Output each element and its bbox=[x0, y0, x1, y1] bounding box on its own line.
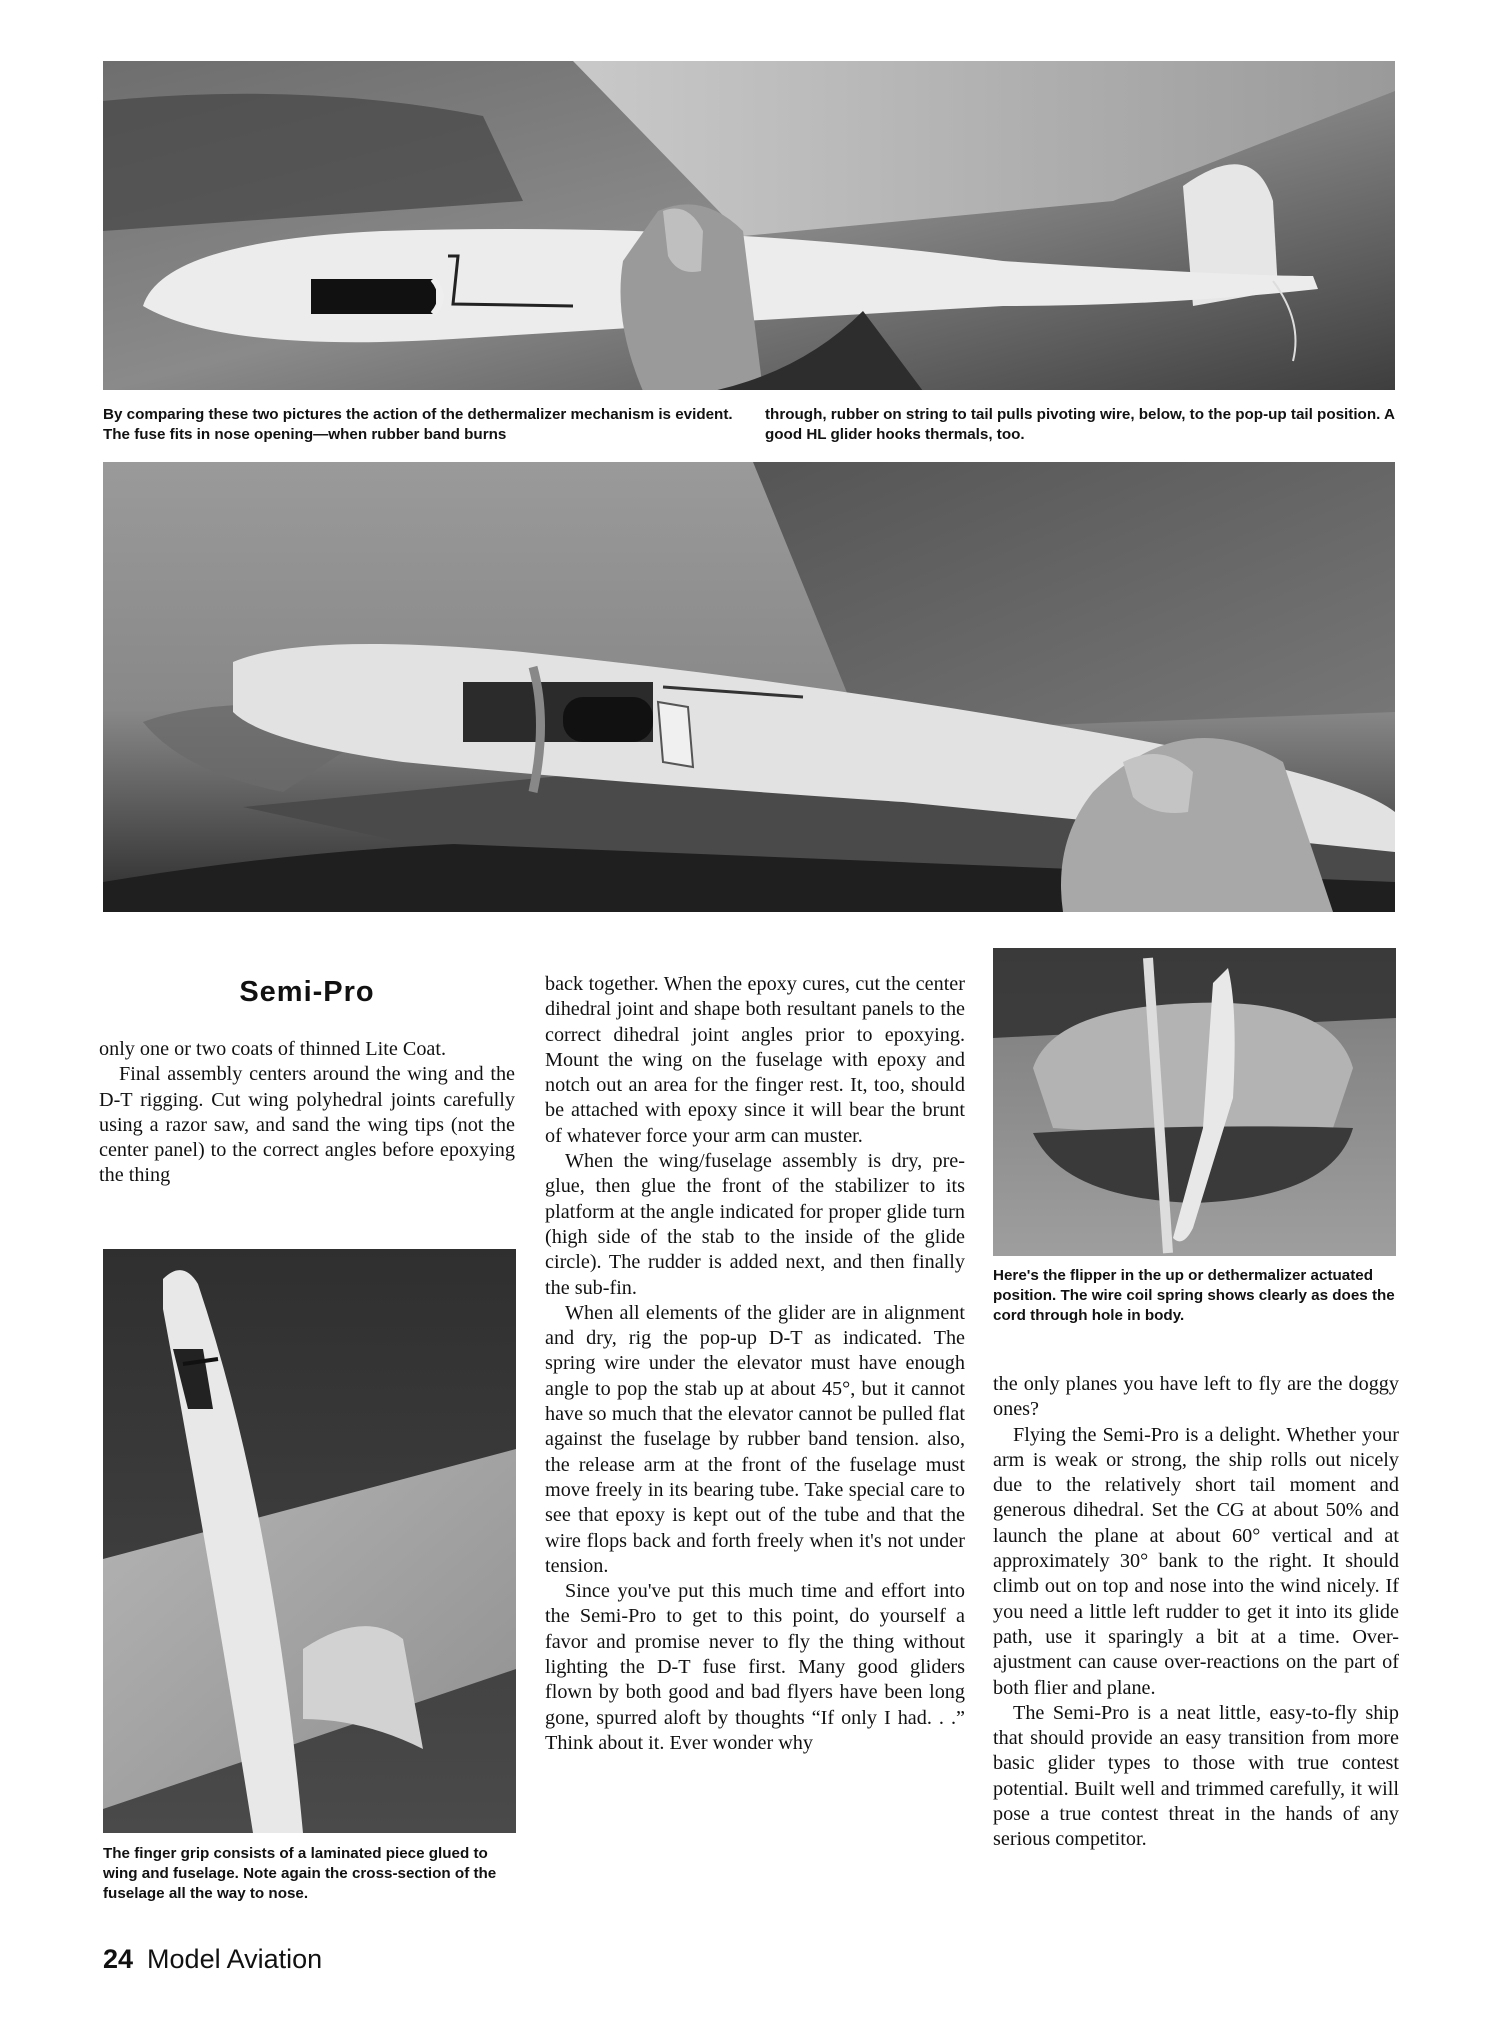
flipper-photo-image bbox=[993, 948, 1396, 1256]
paragraph: Final assembly centers around the wing and the D-T rigging. Cut wing polyhedral joints carefully using a razor saw, and sand the wing tips (not the center panel) to the correct angles before epoxying the thing bbox=[99, 1063, 515, 1187]
paragraph: Since you've put this much time and effort into the Semi-Pro to get to this point, do yourself a favor and promise never to fly the thing without lighting the D-T fuse first. Many good gliders flown by both good and bad flyers have been long gone, spurred aloft by thoughts “If only I had. . .” Think about it. Ever wonder why bbox=[545, 1580, 965, 1754]
glider-photo-top bbox=[103, 61, 1395, 390]
finger-grip-photo bbox=[103, 1249, 516, 1833]
article-column-2 bbox=[545, 972, 965, 1756]
magazine-title: Model Aviation bbox=[147, 1944, 323, 1974]
glider-photo-middle bbox=[103, 462, 1395, 912]
paragraph: the only planes you have left to fly are the doggy ones? bbox=[993, 1373, 1399, 1421]
glider-photo-top-image bbox=[103, 61, 1395, 390]
finger-grip-photo-image bbox=[103, 1249, 516, 1833]
paragraph: The Semi-Pro is a neat little, easy-to-fly ship that should provide an easy transition from more basic glider types to those with true contest potential. Built well and trimmed carefully, it will pose a true contest threat in the hands of any serious competitor. bbox=[993, 1701, 1399, 1851]
caption-top-left: By comparing these two pictures the action of the dethermalizer mechanism is evident. The fuse fits in nose opening—when rubber band burns bbox=[103, 406, 733, 443]
paragraph: only one or two coats of thinned Lite Coat. bbox=[99, 1038, 447, 1060]
paragraph: Flying the Semi-Pro is a delight. Whether your arm is weak or strong, the ship rolls out nicely due to the relatively short tail moment and generous dihedral. Set the CG at about 50% and launch the plane at about 60° vertical and at approximately 30° bank to the right. It should climb out on top and nose into the wind nicely. If you need a little left rudder to get it into its glide path, use it sparingly a bit at a time. Over-ajustment can cause over-reactions on the part of both flier and plane. bbox=[993, 1423, 1399, 1699]
page-number: 24 bbox=[103, 1944, 134, 1974]
page-footer bbox=[103, 1944, 322, 1975]
caption-flipper: Here's the flipper in the up or dethermalizer actuated position. The wire coil spring shows clearly as does the cord through hole in body. bbox=[993, 1267, 1395, 1324]
caption-top-right: through, rubber on string to tail pulls pivoting wire, below, to the pop-up tail position. A good HL glider hooks thermals, too. bbox=[765, 406, 1395, 443]
article-column-1 bbox=[99, 1037, 515, 1189]
article-headline: Semi-Pro bbox=[239, 976, 375, 1008]
paragraph: When the wing/fuselage assembly is dry, pre-glue, then glue the front of the stabilizer to its platform at the angle indicated for proper glide turn (high side of the stab to the inside of the glide circle). The rudder is added next, and then finally the sub-fin. bbox=[545, 1150, 965, 1299]
caption-finger-grip: The finger grip consists of a laminated piece glued to wing and fuselage. Note again the cross-section of the fuselage all the way to nose. bbox=[103, 1845, 497, 1902]
paragraph: When all elements of the glider are in alignment and dry, rig the pop-up D-T as indicated. The spring wire under the elevator must have enough angle to pop the stab up at about 45°, but it cannot have so much that the elevator cannot be pulled flat against the fuselage by rubber band tension. also, the release arm at the front of the fuselage must move freely in its bearing tube. Take special care to see that epoxy is kept out of the tube and that the wire flops back and forth freely when it's not under tension. bbox=[545, 1301, 965, 1577]
article-column-3 bbox=[993, 1372, 1399, 1853]
flipper-photo bbox=[993, 948, 1396, 1256]
glider-photo-middle-image bbox=[103, 462, 1395, 912]
paragraph: back together. When the epoxy cures, cut the center dihedral joint and shape both resultant panels to the correct dihedral joint angles prior to epoxying. Mount the wing on the fuselage with epoxy and notch out an area for the finger rest. It, too, should be attached with epoxy since it will bear the brunt of whatever force your arm can muster. bbox=[545, 973, 965, 1147]
